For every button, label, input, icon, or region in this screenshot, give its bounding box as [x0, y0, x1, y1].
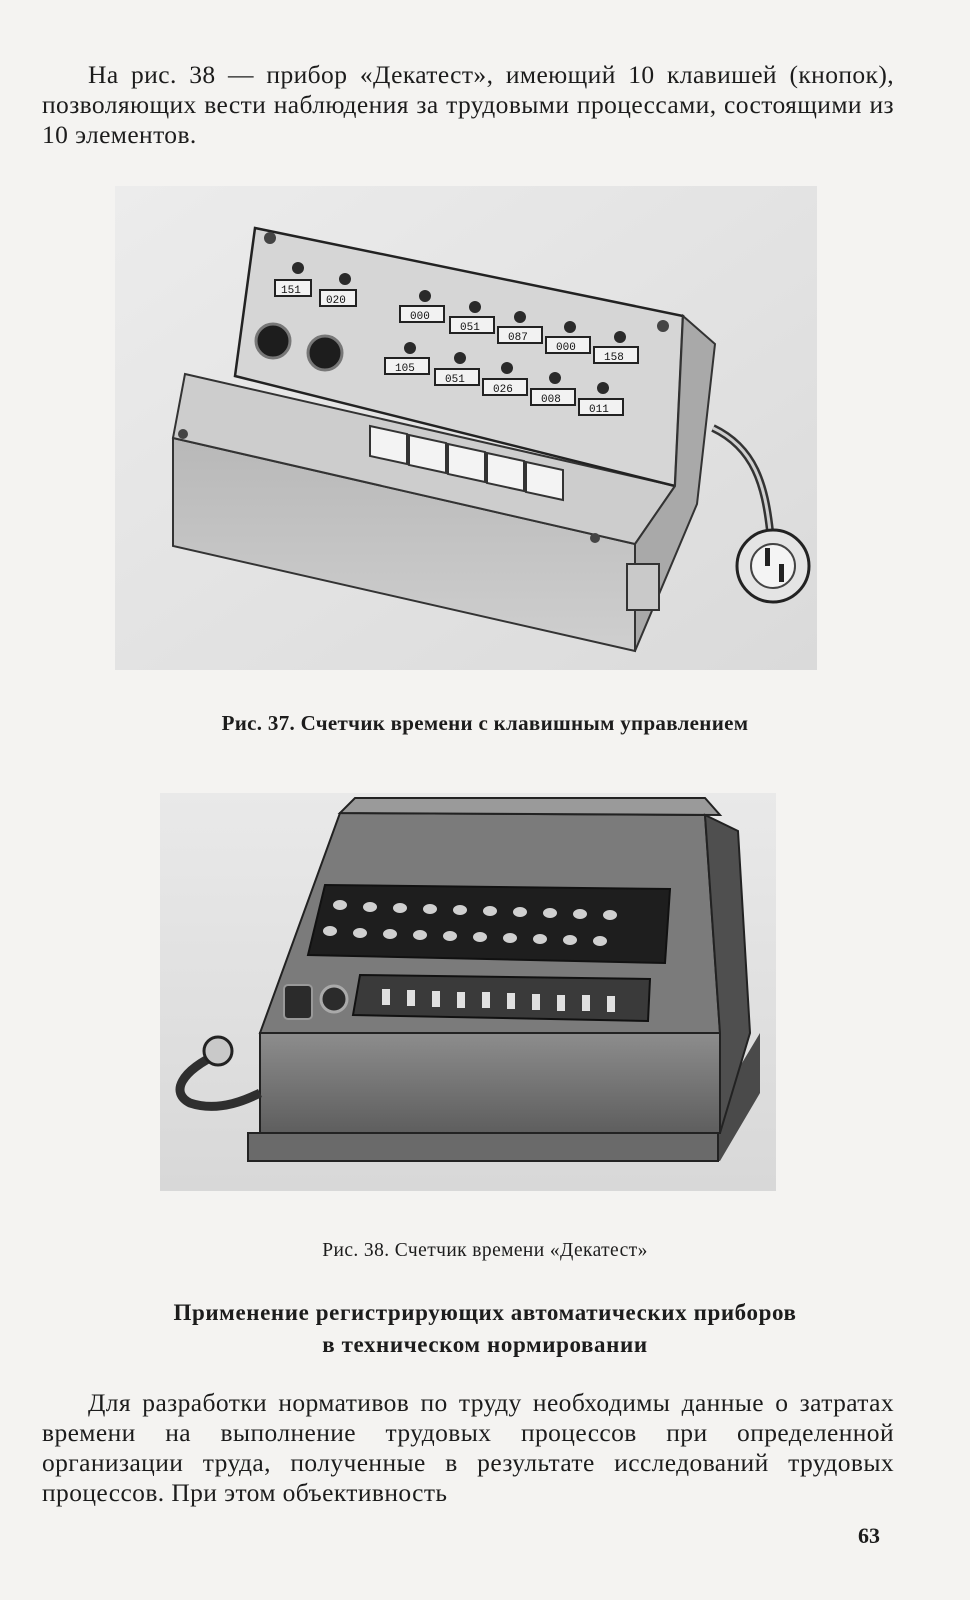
counter-display [579, 399, 623, 416]
counter-display [435, 369, 479, 386]
svg-text:000: 000 [410, 311, 430, 323]
counter-display [594, 347, 638, 364]
svg-text:087: 087 [508, 332, 528, 344]
time-counter-keyboard-illustration [115, 186, 817, 670]
counter-display [400, 306, 444, 323]
section-heading [0, 1297, 970, 1361]
svg-text:026: 026 [493, 384, 513, 396]
intro-paragraph: На рис. 38 — прибор «Декатест», имеющий 10 клавишей (кнопок), позволяющих вести наблюдения за трудовыми процессами, состоящими из 10 элементов. [42, 60, 894, 149]
figure-38-photo [160, 793, 776, 1191]
counter-display [531, 389, 575, 406]
body-paragraph: Для разработки нормативов по труду необходимы данные о затратах времени на выполнение трудовых процессов при определенной организации труда, полученные в результате исследований трудовых процессов. При этом объективность [42, 1388, 894, 1507]
svg-text:105: 105 [395, 363, 415, 375]
svg-text:008: 008 [541, 394, 561, 406]
figure-37-photo [115, 186, 817, 670]
svg-text:151: 151 [281, 285, 301, 297]
svg-text:011: 011 [589, 404, 609, 416]
section-heading-line-2: в техническом нормировании [322, 1332, 648, 1357]
page-number: 63 [858, 1523, 880, 1548]
counter-display [498, 327, 542, 344]
counter-display [546, 337, 590, 354]
counter-display [483, 379, 527, 396]
svg-text:020: 020 [326, 295, 346, 307]
figure-37-caption: Рис. 37. Счетчик времени с клавишным управлением [221, 711, 749, 735]
counter-display [385, 358, 429, 375]
counter-display [320, 290, 356, 307]
counter-display [275, 280, 311, 297]
svg-text:000: 000 [556, 342, 576, 354]
figure-38-caption: Рис. 38. Счетчик времени «Декатест» [322, 1240, 648, 1261]
svg-text:051: 051 [445, 374, 465, 386]
svg-text:051: 051 [460, 322, 480, 334]
svg-text:158: 158 [604, 352, 624, 364]
decatest-counter-illustration [160, 793, 776, 1191]
counter-display [450, 317, 494, 334]
section-heading-line-1: Применение регистрирующих автоматических приборов [173, 1300, 797, 1325]
